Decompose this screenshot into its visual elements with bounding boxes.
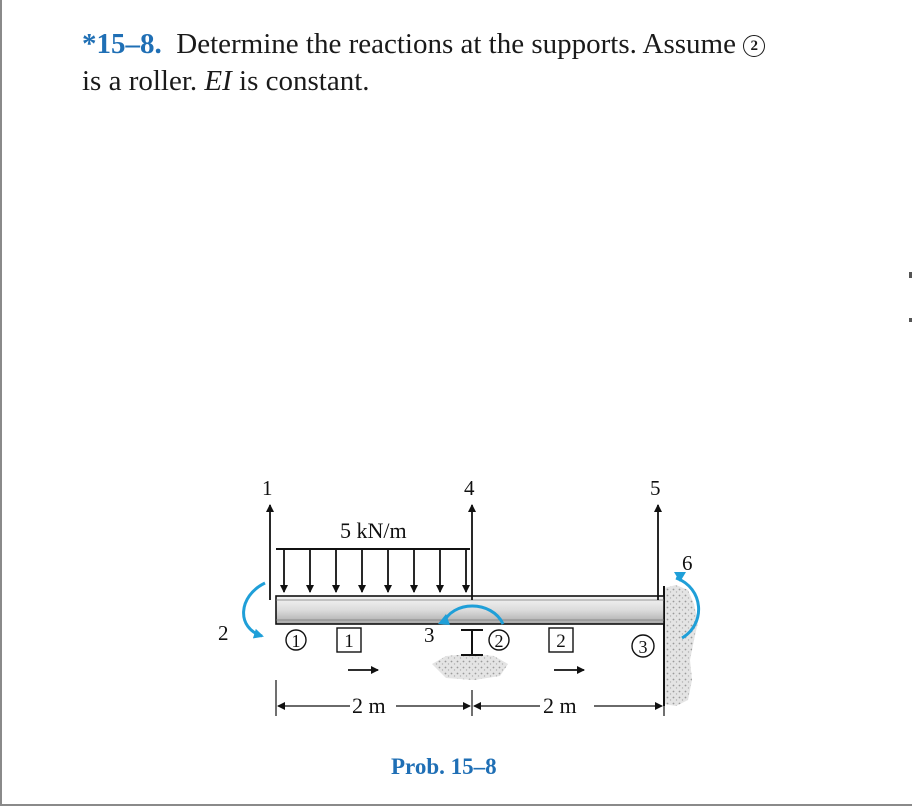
dof-label-6: 6 — [682, 551, 693, 575]
element-1 — [337, 628, 361, 652]
roller-ground — [432, 654, 508, 680]
figure-caption: Prob. 15–8 — [391, 754, 497, 779]
problem-text: Determine the reactions at the supports. Assume — [176, 28, 736, 60]
distributed-load-arrows — [284, 549, 466, 592]
dim-label-2: 2 m — [543, 693, 577, 718]
i-beam-support — [461, 630, 483, 655]
node-ref-circled: 2 — [743, 35, 765, 57]
dim-label-1: 2 m — [352, 693, 386, 718]
problem-number: *15–8. — [82, 28, 162, 60]
load-label: 5 kN/m — [340, 518, 407, 543]
fixed-wall — [664, 585, 698, 706]
node-3 — [632, 635, 654, 657]
element-2 — [549, 628, 573, 652]
svg-text:3: 3 — [638, 637, 648, 657]
dof-label-2: 2 — [218, 621, 229, 645]
node-1 — [286, 630, 306, 651]
svg-text:1: 1 — [344, 631, 354, 652]
dof-label-1: 1 — [262, 476, 273, 500]
rotation-arrow-2 — [244, 583, 265, 636]
node-2 — [489, 630, 509, 651]
ei-symbol: EI — [204, 65, 232, 97]
svg-text:2: 2 — [494, 631, 504, 651]
problem-text: is a roller. — [82, 65, 198, 97]
dof-label-4: 4 — [464, 476, 475, 500]
dof-label-5: 5 — [650, 476, 661, 500]
problem-text: is constant. — [239, 65, 370, 97]
svg-text:2: 2 — [556, 631, 566, 652]
dof-label-3: 3 — [424, 623, 435, 647]
svg-text:1: 1 — [291, 631, 301, 651]
